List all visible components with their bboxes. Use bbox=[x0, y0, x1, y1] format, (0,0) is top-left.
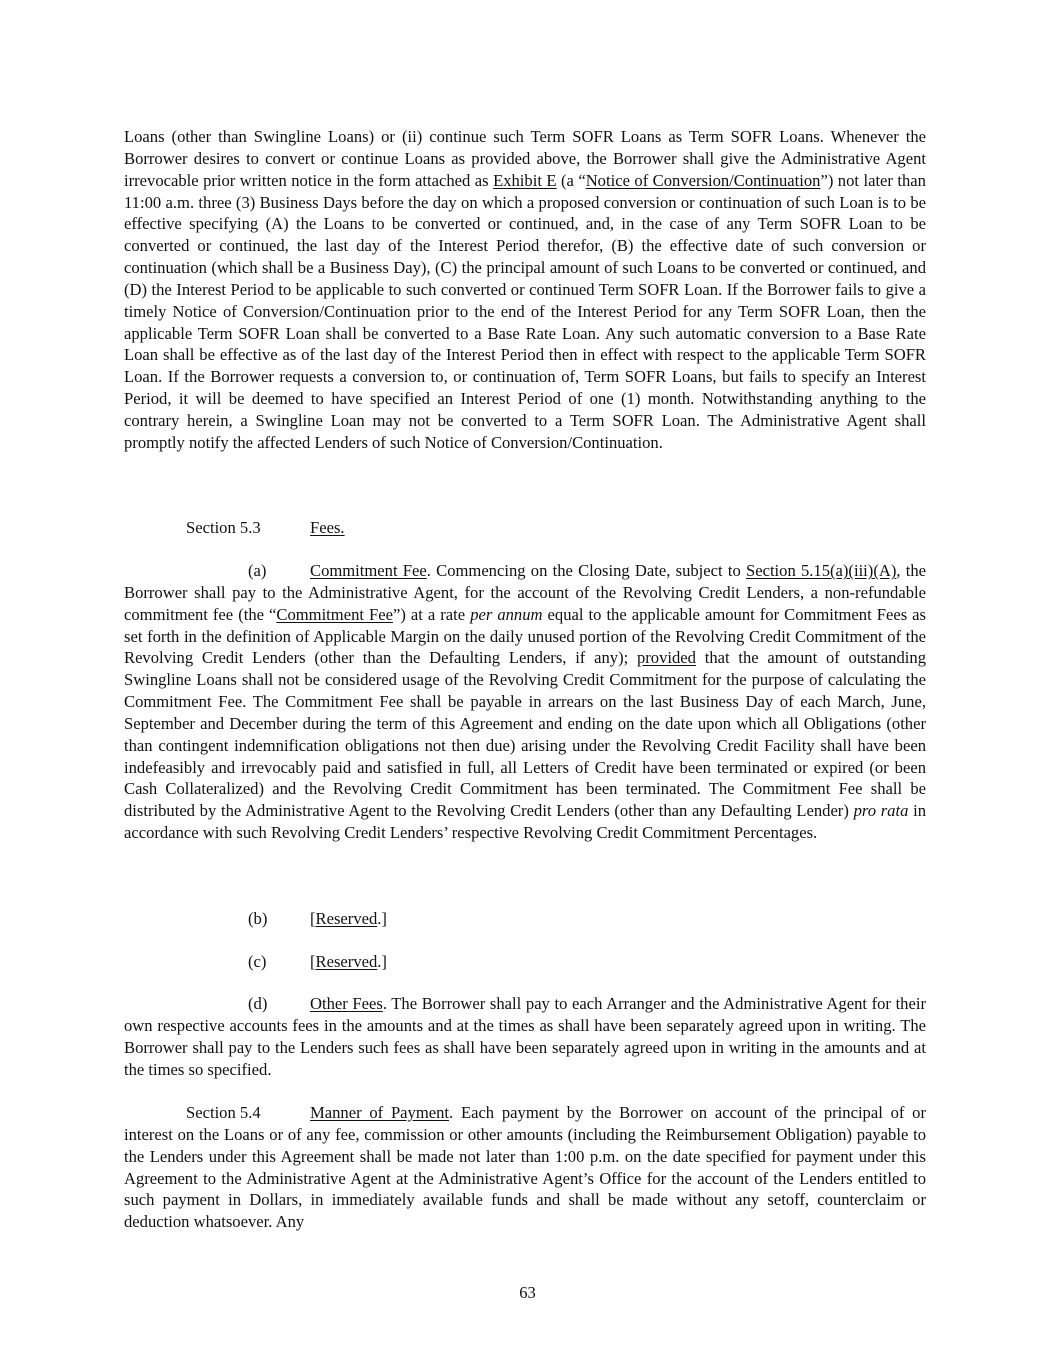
reserved-text: Reserved bbox=[315, 909, 378, 928]
paragraph-item-b: (b) [Reserved.] bbox=[248, 909, 387, 928]
reserved-text: Reserved bbox=[315, 952, 378, 971]
provided-term: provided bbox=[636, 648, 696, 668]
item-number: (c) bbox=[248, 952, 267, 971]
paragraph-other-fees: (d) Other Fees. The Borrower shall pay to each Arranger and the Administrative Agent for their own respective accounts fees in the amounts and at the times as shall have been separately agreed upon in writing. The Borrower shall pay to the Lenders such fees as shall have been separately agreed upon in writing in the amounts and at the times so specified. bbox=[124, 994, 926, 1079]
notice-defined-term: Notice of Conversion/Continuation bbox=[585, 170, 821, 190]
section-label: Section 5.3 bbox=[186, 518, 261, 537]
paragraph-section-5-4: Section 5.4 Manner of Payment. Each payment by the Borrower on account of the principal of or interest on the Loans or of any fee, commission or other amounts (including the Reimbursement Obligation) payable to the Lenders under this Agreement shall be made not later than 1:00 p.m. on the date specified for payment under this Agreement to the Administrative Agent at the Administrative Agent’s Office for the account of the Lenders entitled to such payment in Dollars, in immediately available funds and shall be made without any setoff, counterclaim or deduction whatsoever. Any bbox=[124, 1103, 927, 1232]
per-annum-italic: per annum bbox=[470, 604, 543, 624]
item-number: (a) bbox=[248, 561, 267, 580]
section-title: Manner of Payment bbox=[310, 1103, 450, 1122]
section-title: Fees. bbox=[310, 518, 345, 537]
paragraph-item-c: (c) [Reserved.] bbox=[248, 952, 387, 971]
pro-rata-italic: pro rata bbox=[853, 801, 909, 821]
item-heading: Other Fees bbox=[310, 994, 383, 1013]
commitment-fee-defined-term: Commitment Fee bbox=[276, 604, 393, 624]
section-5-3-heading bbox=[124, 517, 926, 539]
page-number: 63 bbox=[519, 1283, 536, 1302]
exhibit-e-reference: Exhibit E bbox=[493, 170, 557, 190]
item-heading: Commitment Fee bbox=[310, 561, 427, 580]
item-number: (d) bbox=[248, 994, 268, 1013]
paragraph-commitment-fee: (a) Commitment Fee. Commencing on the Closing Date, subject to Section 5.15(a)(iii)(A), the Borrower shall pay to the Administrative Agent, for the account of the Revolving Credit Lenders, a non-refundable commitment fee (the “Commitment Fee”) at a rate per annum equal to the applicable amount for Commitment Fees as set forth in the definition of Applicable Margin on the daily unused portion of the Revolving Credit Commitment of the Revolving Credit Lenders (other than the Defaulting Lenders, if any); provided that the amount of outstanding Swingline Loans shall not be considered usage of the Revolving Credit Commitment for the purpose of calculating the Commitment Fee. The Commitment Fee shall be payable in arrears on the last Business Day of each March, June, September and December during the term of this Agreement and ending on the date upon which all Obligations (other than contingent indemnification obligations not then due) arising under the Revolving Credit Facility shall have been indefeasibly and irrevocably paid and satisfied in full, all Letters of Credit have been terminated or expired (or been Cash Collateralized) and the Revolving Credit Commitment has been terminated. The Commitment Fee shall be distributed by the Administrative Agent to the Revolving Credit Lenders (other than any Defaulting Lender) pro rata in accordance with such Revolving Credit Lenders’ respective Revolving Credit Commitment Percentages. bbox=[124, 561, 927, 843]
item-number: (b) bbox=[248, 909, 268, 928]
paragraph-conversion-continuation: Loans (other than Swingline Loans) or (ii) continue such Term SOFR Loans as Term SOFR Loans. Whenever the Borrower desires to convert or continue Loans as provided above, the Borrower shall give the Administrative Agent irrevocable prior written notice in the form attached as Exhibit E (a “Notice of Conversion/Continuation”) not later than 11:00 a.m. three (3) Business Days before the day on which a proposed conversion or continuation of such Loan is to be effective specifying (A) the Loans to be converted or continued, and, in the case of any Term SOFR Loan to be converted or continued, the last day of the Interest Period therefor, (B) the effective date of such conversion or continuation (which shall be a Business Day), (C) the principal amount of such Loans to be converted or continued, and (D) the Interest Period to be applicable to such converted or continued Term SOFR Loan. If the Borrower fails to give a timely Notice of Conversion/Continuation prior to the end of the Interest Period for any Term SOFR Loan, then the applicable Term SOFR Loan shall be converted to a Base Rate Loan. Any such automatic conversion to a Base Rate Loan shall be effective as of the last day of the Interest Period then in effect with respect to the applicable Term SOFR Loan. If the Borrower requests a conversion to, or continuation of, Term SOFR Loans, but fails to specify an Interest Period, it will be deemed to have specified an Interest Period of one (1) month. Notwithstanding anything to the contrary herein, a Swingline Loan may not be converted to a Term SOFR Loan. The Administrative Agent shall promptly notify the affected Lenders of such Notice of Conversion/Continuation. bbox=[124, 127, 926, 452]
section-label: Section 5.4 bbox=[186, 1103, 261, 1122]
section-reference: Section 5.15(a)(iii)(A) bbox=[745, 561, 897, 580]
